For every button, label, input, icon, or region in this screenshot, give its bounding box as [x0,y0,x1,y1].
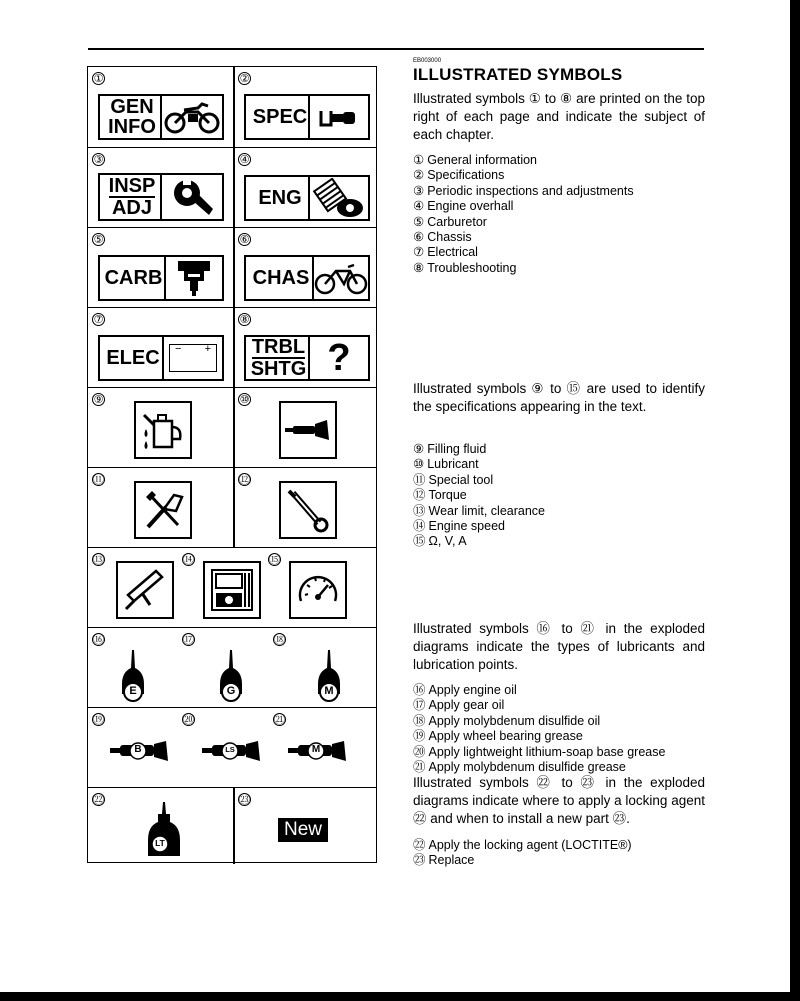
item-number: ⑬ [413,503,426,518]
carb-symbol: CARB [98,255,224,301]
item-number: ⑱ [413,713,426,728]
item-text: Ω, V, A [428,534,467,549]
header-rule [88,48,704,50]
list-item [413,853,632,868]
symbol-number: ㉑ [274,713,285,726]
symbol-grid [87,66,377,863]
engine-oil-icon: E [118,648,148,704]
multimeter-icon [203,561,261,619]
symbol-number: ② [239,72,250,85]
list-item [413,442,545,457]
grid-row-3 [88,227,376,307]
symbol-number: ⑩ [239,393,250,406]
symbol-number: ⑦ [93,313,104,326]
item-number: ⑪ [413,472,426,487]
engine-icon [310,177,368,219]
symbol-number: ⑤ [93,233,104,246]
item-text: Engine overhall [427,199,514,214]
spec-symbol: SPEC [244,94,370,140]
tachometer-icon [289,561,347,619]
item-number: ⑫ [413,488,426,503]
item-number: ㉒ [413,838,426,852]
chas-symbol: CHAS [244,255,370,301]
symbol-number: ⑮ [269,553,280,566]
symbol-number: ⑫ [239,473,250,486]
item-text: Carburetor [427,214,487,229]
item-number: ⑩ [413,457,425,472]
symbol-number: ③ [93,153,104,166]
symbol-number: ㉒ [93,793,104,806]
spec-tool-icon [310,96,368,138]
list-item [413,488,545,503]
symbol-number: ⑧ [239,313,250,326]
spec-symbol-list [413,442,545,550]
chapter-symbol-list [413,153,634,276]
intro-paragraph-4: Illustrated symbols ㉒ to ㉓ in the exploded diagrams indicate where to apply a locking agent ㉒ and when to install a new part ㉓. [413,775,705,826]
list-item [413,683,665,698]
item-text: Filling fluid [427,442,487,456]
intro-paragraph-3: Illustrated symbols ⑯ to ㉑ in the exploded diagrams indicate the types of lubricants and lubrication points. [413,621,705,672]
section-code: EB003000 [413,58,442,64]
symbol-number: ⑥ [239,233,250,246]
special-tool-icon [134,481,192,539]
grid-row-4 [88,307,376,387]
list-item [413,519,545,534]
list-item [413,534,545,549]
item-number: ③ [413,183,425,198]
item-text: Engine speed [428,519,505,534]
grid-row-1 [88,67,376,147]
list-item [413,245,634,260]
item-text: Special tool [428,472,494,487]
list-item [413,473,545,488]
elec-symbol: ELEC − + [98,335,224,381]
item-text: Specifications [427,168,505,183]
item-text: Apply molybdenum disulfide grease [428,760,626,775]
item-text: Apply the locking agent (LOCTITE®) [428,838,632,852]
list-item [413,838,632,853]
list-item [413,698,665,713]
item-text: Torque [428,488,467,503]
item-number: ⑦ [413,245,425,260]
item-number: ㉓ [413,853,426,868]
intro-paragraph-1: Illustrated symbols ① to ⑧ are printed on the top right of each page and indicate the subject of each chapter. [413,91,705,142]
item-number: ⑭ [413,519,426,534]
item-number: ④ [413,199,425,214]
oil-can-icon [134,401,192,459]
list-item [413,457,545,472]
item-number: ⑯ [413,683,426,697]
item-number: ⑰ [413,698,426,713]
torque-wrench-icon [279,481,337,539]
list-item [413,215,634,230]
grease-gun-icon [279,401,337,459]
moly-grease-icon: M [286,740,350,762]
grid-row-8 [88,627,376,707]
item-text: Wear limit, clearance [428,503,545,518]
list-item [413,729,665,744]
item-number: ① [413,153,425,167]
item-number: ⑧ [413,260,425,275]
list-item [413,714,665,729]
caliper-icon [116,561,174,619]
list-item [413,153,634,168]
locking-agent-icon: LT [144,800,184,860]
item-text: Chassis [427,230,472,245]
symbol-number: ⑪ [93,473,104,486]
list-item [413,230,634,245]
item-number: ㉑ [413,760,426,775]
symbol-number: ⑯ [93,633,104,646]
item-number: ⑮ [413,534,426,549]
gear-oil-icon: G [216,648,246,704]
item-number: ⑥ [413,230,425,245]
symbol-number: ⑬ [93,553,104,566]
list-item [413,199,634,214]
item-text: Apply gear oil [428,698,505,713]
grid-row-5 [88,387,376,467]
insp-adj-symbol: INSP ADJ [98,173,224,221]
grid-row-2 [88,147,376,227]
symbol-number: ⑳ [183,713,194,726]
item-number: ⑳ [413,744,426,759]
symbol-number: ⑨ [93,393,104,406]
item-number: ⑲ [413,729,426,744]
wrench-icon [162,175,222,219]
grid-row-6 [88,467,376,547]
list-item [413,745,665,760]
grid-row-7 [88,547,376,627]
symbol-number: ④ [239,153,250,166]
battery-icon: − + [164,337,222,379]
moly-oil-icon: M [314,648,344,704]
item-number: ⑤ [413,214,425,229]
intro-paragraph-2: Illustrated symbols ⑨ to ⑮ are used to identify the specifications appearing in the text. [413,381,705,414]
item-text: Electrical [427,245,478,260]
grid-row-10 [88,787,376,864]
trbl-shtg-symbol: TRBL SHTG ? [244,335,370,381]
item-number: ② [413,168,425,183]
symbol-number: ㉓ [239,793,250,806]
eng-symbol: ENG [244,175,370,221]
motorcycle-icon [162,96,222,138]
wheel-bearing-grease-icon: B [108,740,172,762]
item-text: Apply lightweight lithium-soap base grease [428,744,666,759]
list-item [413,184,634,199]
item-text: Periodic inspections and adjustments [427,183,634,198]
item-text: Lubricant [427,457,479,472]
item-text: Apply engine oil [428,683,517,697]
symbol-number: ① [93,72,104,85]
list-item [413,168,634,183]
item-text: Apply wheel bearing grease [428,729,583,744]
lubricant-symbol-list [413,683,665,775]
new-part-badge: New [278,818,328,842]
item-text: Troubleshooting [427,260,517,275]
symbol-number: ⑭ [183,553,194,566]
lithium-grease-icon: LS [200,740,264,762]
item-text: Replace [428,853,475,868]
question-mark-icon: ? [327,336,351,379]
item-number: ⑨ [413,442,425,456]
symbol-number: ⑱ [274,633,285,646]
grid-row-9 [88,707,376,787]
locking-symbol-list [413,838,632,869]
symbol-number: ⑲ [93,713,104,726]
page-title: ILLUSTRATED SYMBOLS [413,65,623,84]
chassis-icon [314,257,368,299]
list-item [413,504,545,519]
carburetor-icon [166,257,222,299]
symbol-number: ⑰ [183,633,194,646]
list-item [413,261,634,276]
item-text: Apply molybdenum disulfide oil [428,713,601,728]
gen-info-symbol: GEN INFO [98,94,224,140]
item-text: General information [427,153,537,167]
